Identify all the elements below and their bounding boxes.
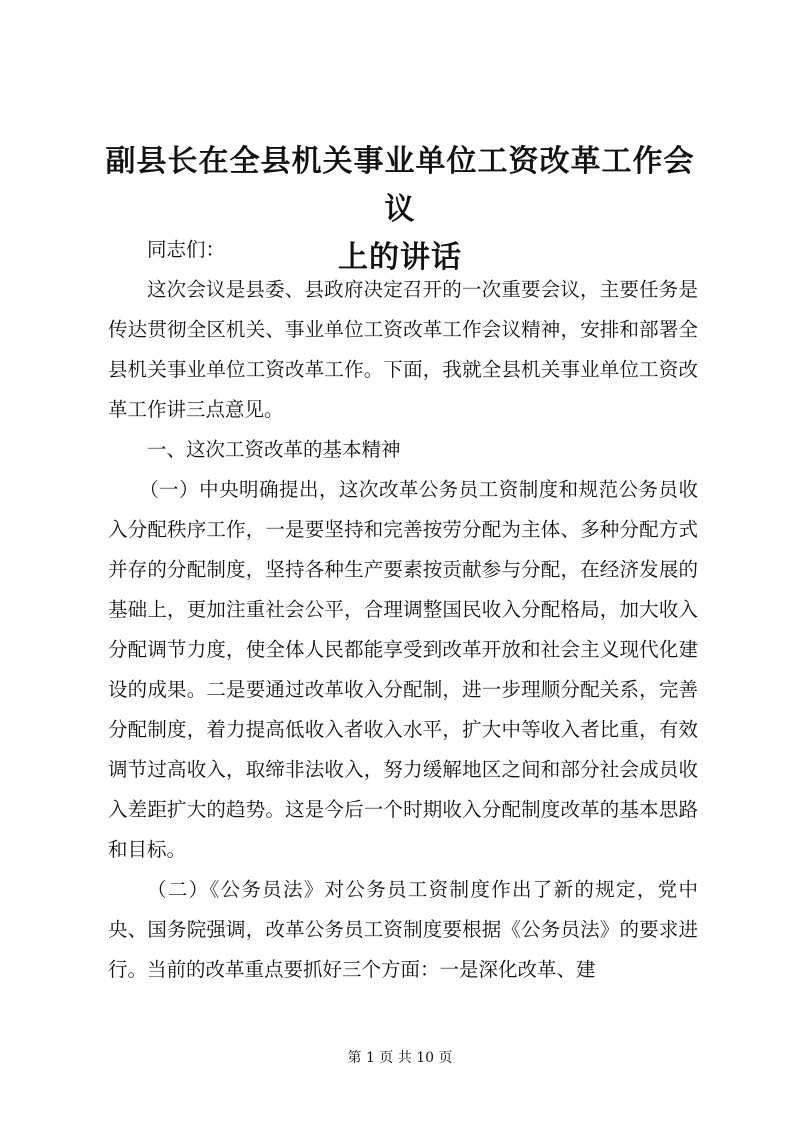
paragraph-point-2: （二）《公务员法》对公务员工资制度作出了新的规定，党中央、国务院强调，改革公务员工资制度要根据《公务员法》的要求进行。当前的改革重点要抓好三个方面：一是深化改革、建 [108,878,698,981]
document-body [108,230,698,990]
title-line-1: 副县长在全县机关事业单位工资改革工作会议 [105,144,695,227]
paragraph-intro: 这次会议是县委、县政府决定召开的一次重要会议，主要任务是传达贯彻全区机关、事业单位工资改革工作会议精神，安排和部署全县机关事业单位工资改革工作。下面，我就全县机关事业单位工资改革工作讲三点意见。 [108,278,698,421]
title-line-2: 上的讲话 [338,240,462,275]
paragraph-point-1: （一）中央明确提出，这次改革公务员工资制度和规范公务员收入分配秩序工作，一是要坚持和完善按劳分配为主体、多种分配方式并存的分配制度，坚持各种生产要素按贡献参与分配，在经济发展的基础上，更加注重社会公平，合理调整国民收入分配格局，加大收入分配调节力度，使全体人民都能享受到改革开放和社会主义现代化建设的成果。二是要通过改革收入分配制，进一步理顺分配关系，完善分配制度，着力提高低收入者收入水平，扩大中等收入者比重，有效调节过高收入，取缔非法收入，努力缓解地区之间和部分社会成员收入差距扩大的趋势。这是今后一个时期收入分配制度改革的基本思路和目标。 [108,478,698,861]
page-footer: 第 1 页 共 10 页 [347,1050,453,1066]
salutation: 同志们： [147,238,226,261]
section-heading-1: 一、这次工资改革的基本精神 [147,438,401,461]
